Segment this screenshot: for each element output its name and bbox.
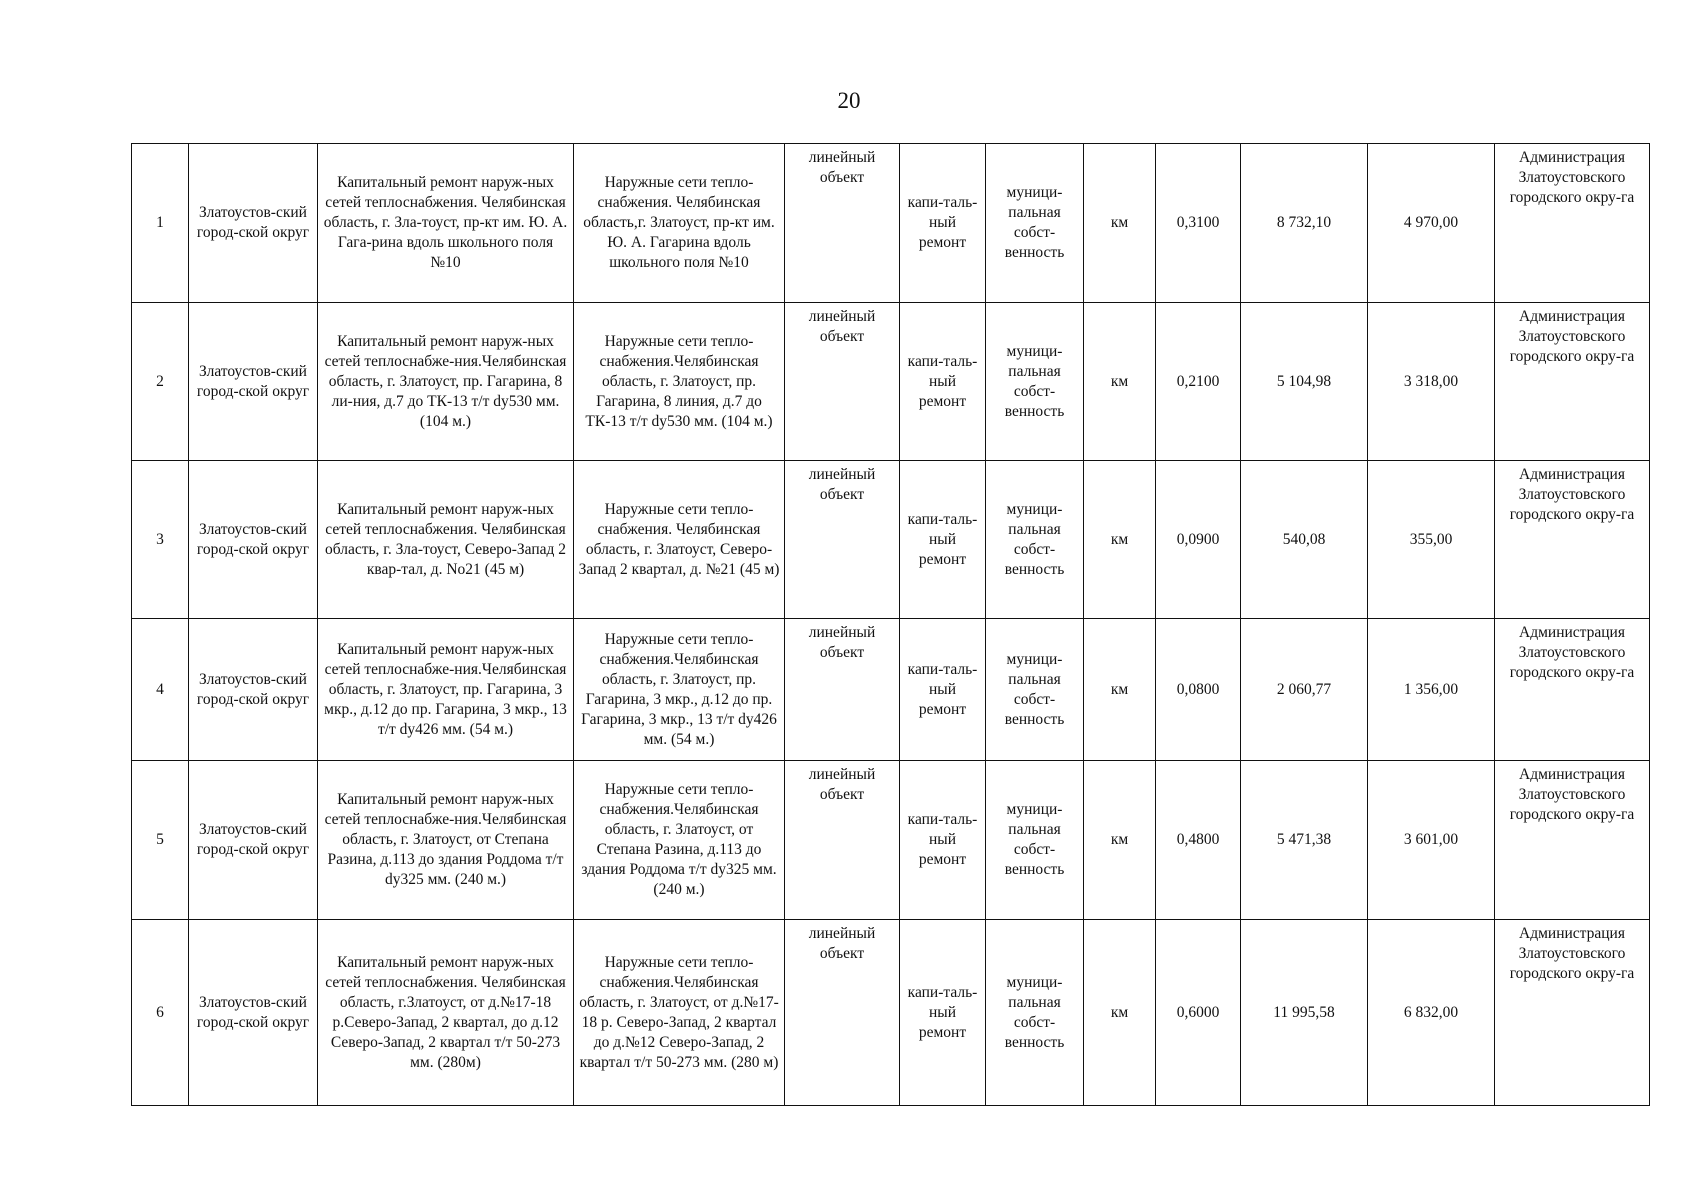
- executor-cell: Администрация Златоустовского городского окру-га: [1495, 920, 1650, 1106]
- event-cell: Капитальный ремонт наруж-ных сетей теплоснабжения. Челябинская область, г. Зла-тоуст, пр-кт им. Ю. А. Гага-рина вдоль школьного поля №10: [318, 144, 574, 303]
- work-type-cell: капи-таль-ный ремонт: [900, 144, 986, 303]
- row-number: 1: [132, 144, 189, 303]
- cost-total-cell: 5 471,38: [1241, 761, 1368, 920]
- cost-year-cell: 355,00: [1368, 461, 1495, 619]
- unit-cell: км: [1084, 761, 1156, 920]
- executor-cell: Администрация Златоустовского городского окру-га: [1495, 761, 1650, 920]
- executor-cell: Администрация Златоустовского городского окру-га: [1495, 619, 1650, 761]
- ownership-cell: муници-пальная собст-венность: [986, 461, 1084, 619]
- event-cell: Капитальный ремонт наруж-ных сетей теплоснабжения. Челябинская область, г. Зла-тоуст, Северо-Запад 2 квар-тал, д. No21 (45 м): [318, 461, 574, 619]
- object-cell: Наружные сети тепло-снабжения.Челябинская область, г. Златоуст, от д.№17-18 р. Северо-Запад, 2 квартал до д.№12 Северо-Запад, 2 квартал т/т 50-273 мм. (280 м): [574, 920, 785, 1106]
- cost-total-cell: 2 060,77: [1241, 619, 1368, 761]
- cost-year-cell: 3 601,00: [1368, 761, 1495, 920]
- unit-cell: км: [1084, 461, 1156, 619]
- table-row: [132, 619, 1650, 761]
- municipality-cell: Златоустов-ский город-ской округ: [189, 461, 318, 619]
- cost-year-cell: 3 318,00: [1368, 303, 1495, 461]
- table-row: [132, 144, 1650, 303]
- executor-cell: Администрация Златоустовского городского окру-га: [1495, 303, 1650, 461]
- cost-total-cell: 8 732,10: [1241, 144, 1368, 303]
- executor-cell: Администрация Златоустовского городского окру-га: [1495, 144, 1650, 303]
- object-cell: Наружные сети тепло-снабжения.Челябинская область, г. Златоуст, пр. Гагарина, 8 линия, д.7 до ТК-13 т/т dy530 мм. (104 м.): [574, 303, 785, 461]
- ownership-cell: муници-пальная собст-венность: [986, 303, 1084, 461]
- cost-year-cell: 1 356,00: [1368, 619, 1495, 761]
- event-cell: Капитальный ремонт наруж-ных сетей теплоснабже-ния.Челябинская область, г. Златоуст, пр. Гагарина, 3 мкр., д.12 до пр. Гагарина, 3 мкр., 13 т/т dy426 мм. (54 м.): [318, 619, 574, 761]
- ownership-cell: муници-пальная собст-венность: [986, 144, 1084, 303]
- municipality-cell: Златоустов-ский город-ской округ: [189, 303, 318, 461]
- municipality-cell: Златоустов-ский город-ской округ: [189, 920, 318, 1106]
- ownership-cell: муници-пальная собст-венность: [986, 920, 1084, 1106]
- unit-cell: км: [1084, 619, 1156, 761]
- work-type-cell: капи-таль-ный ремонт: [900, 761, 986, 920]
- executor-cell: Администрация Златоустовского городского окру-га: [1495, 461, 1650, 619]
- quantity-cell: 0,6000: [1156, 920, 1241, 1106]
- table-row: [132, 920, 1650, 1106]
- quantity-cell: 0,0800: [1156, 619, 1241, 761]
- row-number: 6: [132, 920, 189, 1106]
- object-type-cell: линейный объект: [785, 144, 900, 303]
- table-row: [132, 761, 1650, 920]
- table-row: [132, 461, 1650, 619]
- work-type-cell: капи-таль-ный ремонт: [900, 619, 986, 761]
- row-number: 3: [132, 461, 189, 619]
- work-type-cell: капи-таль-ный ремонт: [900, 303, 986, 461]
- municipality-cell: Златоустов-ский город-ской округ: [189, 144, 318, 303]
- event-cell: Капитальный ремонт наруж-ных сетей теплоснабжения. Челябинская область, г.Златоуст, от д.№17-18 р.Северо-Запад, 2 квартал, до д.12 Северо-Запад, 2 квартал т/т 50-273 мм. (280м): [318, 920, 574, 1106]
- event-cell: Капитальный ремонт наруж-ных сетей теплоснабже-ния.Челябинская область, г. Златоуст, пр. Гагарина, 8 ли-ния, д.7 до ТК-13 т/т dy530 мм. (104 м.): [318, 303, 574, 461]
- capital-repair-table: [131, 143, 1650, 1106]
- cost-year-cell: 6 832,00: [1368, 920, 1495, 1106]
- unit-cell: км: [1084, 144, 1156, 303]
- municipality-cell: Златоустов-ский город-ской округ: [189, 761, 318, 920]
- object-type-cell: линейный объект: [785, 761, 900, 920]
- object-cell: Наружные сети тепло-снабжения. Челябинская область,г. Златоуст, пр-кт им. Ю. А. Гагарина вдоль школьного поля №10: [574, 144, 785, 303]
- cost-total-cell: 5 104,98: [1241, 303, 1368, 461]
- object-type-cell: линейный объект: [785, 920, 900, 1106]
- event-cell: Капитальный ремонт наруж-ных сетей теплоснабже-ния.Челябинская область, г. Златоуст, от Степана Разина, д.113 до здания Роддома т/т dy325 мм. (240 м.): [318, 761, 574, 920]
- object-type-cell: линейный объект: [785, 303, 900, 461]
- work-type-cell: капи-таль-ный ремонт: [900, 461, 986, 619]
- object-cell: Наружные сети тепло-снабжения.Челябинская область, г. Златоуст, от Степана Разина, д.113 до здания Роддома т/т dy325 мм. (240 м.): [574, 761, 785, 920]
- cost-total-cell: 11 995,58: [1241, 920, 1368, 1106]
- quantity-cell: 0,3100: [1156, 144, 1241, 303]
- cost-total-cell: 540,08: [1241, 461, 1368, 619]
- ownership-cell: муници-пальная собст-венность: [986, 761, 1084, 920]
- work-type-cell: капи-таль-ный ремонт: [900, 920, 986, 1106]
- row-number: 2: [132, 303, 189, 461]
- unit-cell: км: [1084, 920, 1156, 1106]
- object-cell: Наружные сети тепло-снабжения. Челябинская область, г. Златоуст, Северо-Запад 2 квартал, д. №21 (45 м): [574, 461, 785, 619]
- municipality-cell: Златоустов-ский город-ской округ: [189, 619, 318, 761]
- quantity-cell: 0,2100: [1156, 303, 1241, 461]
- table-row: [132, 303, 1650, 461]
- row-number: 5: [132, 761, 189, 920]
- object-cell: Наружные сети тепло-снабжения.Челябинская область, г. Златоуст, пр. Гагарина, 3 мкр., д.12 до пр. Гагарина, 3 мкр., 13 т/т dy426 мм. (54 м.): [574, 619, 785, 761]
- page-number: 20: [837, 88, 861, 113]
- quantity-cell: 0,0900: [1156, 461, 1241, 619]
- object-type-cell: линейный объект: [785, 461, 900, 619]
- cost-year-cell: 4 970,00: [1368, 144, 1495, 303]
- row-number: 4: [132, 619, 189, 761]
- unit-cell: км: [1084, 303, 1156, 461]
- quantity-cell: 0,4800: [1156, 761, 1241, 920]
- ownership-cell: муници-пальная собст-венность: [986, 619, 1084, 761]
- object-type-cell: линейный объект: [785, 619, 900, 761]
